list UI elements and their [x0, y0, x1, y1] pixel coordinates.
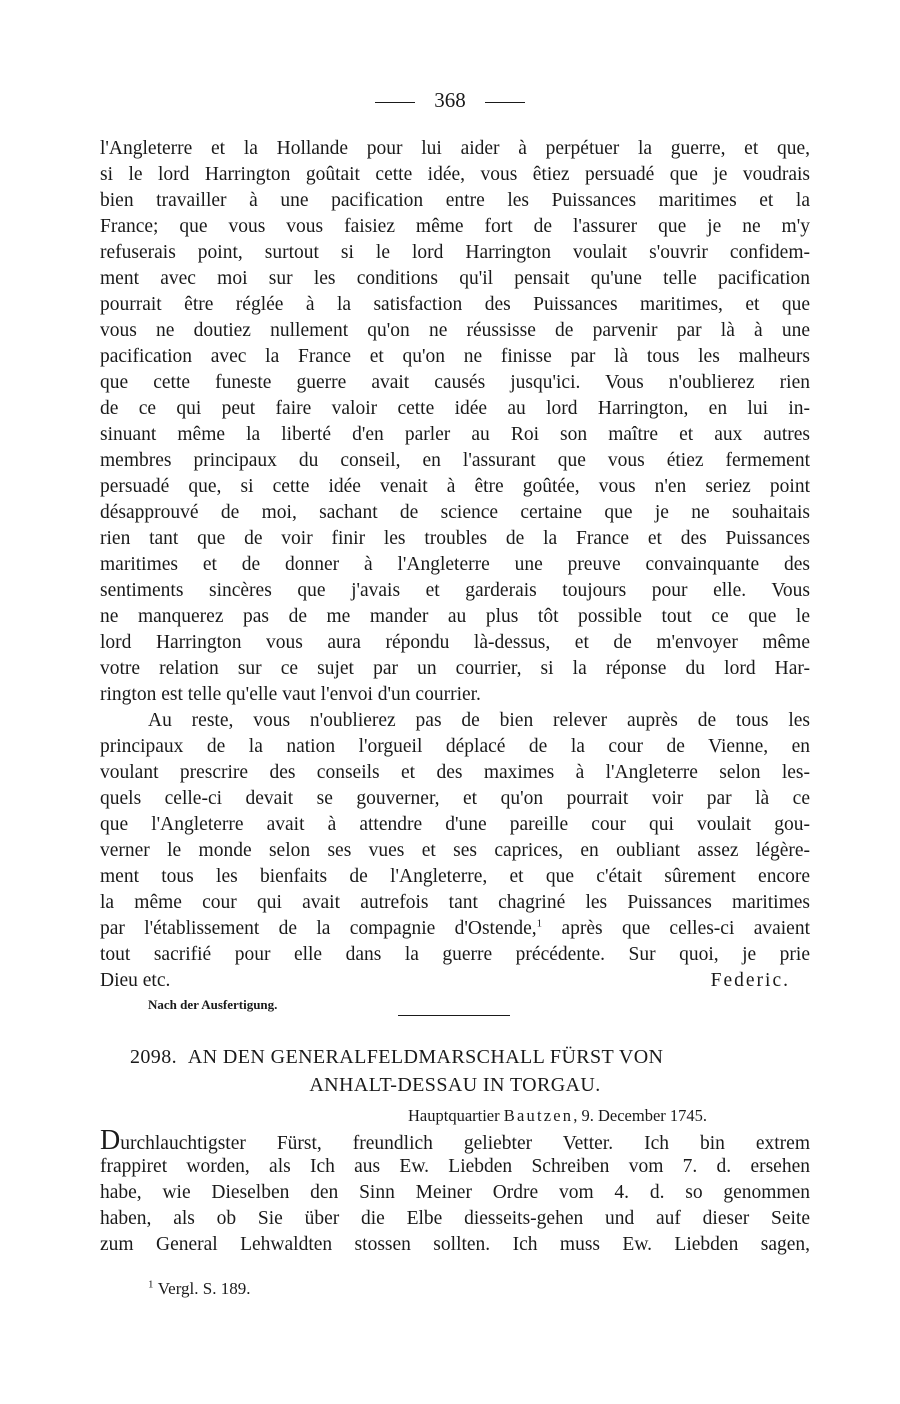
text-line: persuadé que, si cette idée venait à être goûtée, vous n'en seriez point — [100, 476, 810, 497]
signature: Federic. — [710, 970, 790, 991]
text-segment: urchlauchtigster Fürst, freundlich geliebter Vetter. Ich bin extrem — [120, 1133, 810, 1154]
section-divider — [398, 1015, 510, 1016]
dateline-place: Bautzen — [503, 1106, 574, 1125]
text-line: haben, als ob Sie über die Elbe diesseits-gehen und auf dieser Seite — [100, 1208, 810, 1229]
text-line: ne manquerez pas de me mander au plus tôt possible tout ce que le — [100, 606, 810, 627]
text-line: la même cour qui avait autrefois tant chagriné les Puissances maritimes — [100, 892, 810, 913]
dateline — [408, 1104, 707, 1128]
text-line: voulant prescrire des conseils et des maximes à l'Angleterre selon les- — [100, 762, 810, 783]
text-segment: par l'établissement de la compagnie d'Ostende, — [100, 918, 537, 939]
text-line: zum General Lehwaldten stossen sollten. Ich muss Ew. Liebden sagen, — [100, 1234, 810, 1255]
paragraph-start-line: Au reste, vous n'oublierez pas de bien relever auprès de tous les — [148, 710, 810, 731]
text-segment: après que celles-ci avaient — [542, 918, 811, 939]
text-line: ment avec moi sur les conditions qu'il pensait qu'une telle pacification — [100, 268, 810, 289]
footnote-marker: 1 — [148, 1278, 154, 1291]
footnote-reference: 1 — [536, 917, 543, 930]
text-line: que cette funeste guerre avait causés jusqu'ici. Vous n'oublierez rien — [100, 372, 810, 393]
text-line: ment tous les bienfaits de l'Angleterre, et que c'était sûrement encore — [100, 866, 810, 887]
footnote — [148, 1276, 250, 1302]
text-line: votre relation sur ce sujet par un courrier, si la réponse du lord Har- — [100, 658, 810, 679]
heading-line-1 — [100, 1043, 810, 1071]
initial-letter: D — [100, 1125, 121, 1156]
header-dash-right — [485, 102, 525, 103]
letter-text — [100, 1125, 810, 1258]
document-heading — [100, 1043, 810, 1099]
header-dash-left — [375, 102, 415, 103]
page-header — [0, 86, 900, 114]
dateline-prefix: Hauptquartier — [408, 1106, 500, 1125]
letter-body — [100, 136, 810, 968]
text-line: France; que vous vous faisiez même fort de l'assurer que je ne m'y — [100, 216, 810, 237]
text-line: sinuant même la liberté d'en parler au Roi son maître et aux autres — [100, 424, 810, 445]
text-line: membres principaux du conseil, en l'assurant que vous étiez fermement — [100, 450, 810, 471]
text-line: principaux de la nation l'orgueil déplacé de la cour de Vienne, en — [100, 736, 810, 757]
document-number: 2098. — [130, 1046, 177, 1068]
text-line: bien travailler à une pacification entre les Puissances maritimes et la — [100, 190, 810, 211]
text-line: frappiret worden, als Ich aus Ew. Liebden Schreiben vom 7. d. ersehen — [100, 1156, 810, 1177]
page-number: 368 — [434, 88, 466, 112]
text-line: rington est telle qu'elle vaut l'envoi d'un courrier. — [100, 684, 481, 705]
text-line: tout sacrifié pour elle dans la guerre précédente. Sur quoi, je prie — [100, 944, 810, 965]
text-line: de ce qui peut faire valoir cette idée au lord Harrington, en lui in- — [100, 398, 810, 419]
footnote-text: Vergl. S. 189. — [157, 1279, 251, 1298]
text-line: si le lord Harrington goûtait cette idée, vous êtiez persuadé que je voudrais — [100, 164, 810, 185]
text-line: pourrait être réglée à la satisfaction des Puissances maritimes, et que — [100, 294, 810, 315]
text-line: refuserais point, surtout si le lord Harrington voulait s'ouvrir confidem- — [100, 242, 810, 263]
text-line — [100, 1125, 810, 1156]
heading-line-2: ANHALT-DESSAU IN TORGAU. — [309, 1074, 601, 1096]
text-line: verner le monde selon ses vues et ses caprices, en oubliant assez légère- — [100, 840, 810, 861]
dateline-date: , 9. December 1745. — [573, 1106, 708, 1125]
text-line: que l'Angleterre avait à attendre d'une pareille cour qui voulait gou- — [100, 814, 810, 835]
text-line-with-footnote — [100, 916, 810, 942]
text-line: sentiments sincères que j'avais et garderais toujours pour elle. Vous — [100, 580, 810, 601]
closing-line — [100, 967, 790, 995]
text-line: vous ne doutiez nullement qu'on ne réussisse de parvenir par là à une — [100, 320, 810, 341]
text-line: l'Angleterre et la Hollande pour lui aider à perpétuer la guerre, et que, — [100, 138, 810, 159]
source-note: Nach der Ausfertigung. — [148, 997, 278, 1012]
text-line: habe, wie Dieselben den Sinn Meiner Ordre vom 4. d. so genommen — [100, 1182, 810, 1203]
text-line: quels celle-ci devait se gouverner, et qu'on pourrait voir par là ce — [100, 788, 810, 809]
text-line: maritimes et de donner à l'Angleterre une preuve convainquante des — [100, 554, 810, 575]
text-line: rien tant que de voir finir les troubles de la France et des Puissances — [100, 528, 810, 549]
text-line: désapprouvé de moi, sachant de science certaine que je ne souhaitais — [100, 502, 810, 523]
heading-text: AN DEN GENERALFELDMARSCHALL FÜRST VON — [187, 1046, 664, 1068]
text-line: lord Harrington vous aura répondu là-dessus, et de m'envoyer même — [100, 632, 810, 653]
text-line: pacification avec la France et qu'on ne finisse par là tous les malheurs — [100, 346, 810, 367]
closing-formula: Dieu etc. — [100, 970, 171, 991]
